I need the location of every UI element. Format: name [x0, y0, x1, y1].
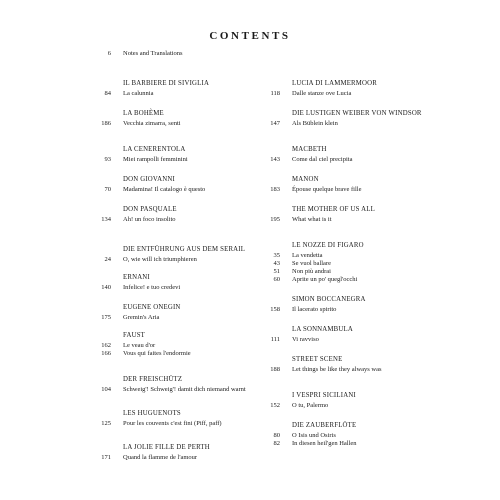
aria-title: O Isis und Osiris: [292, 432, 336, 439]
aria-title: O, wie will ich triumphieren: [123, 256, 197, 263]
page-number: 147: [270, 120, 280, 127]
aria-title: Quand la flamme de l'amour: [123, 454, 198, 461]
page-number: 152: [270, 402, 280, 409]
page-number: 84: [104, 90, 111, 97]
page-number: 171: [101, 454, 111, 461]
page-number: 6: [107, 50, 111, 57]
aria-title: Come dal ciel precipita: [292, 156, 353, 163]
opera-title: STREET SCENE: [292, 356, 343, 363]
contents-line: [256, 276, 456, 285]
contents-line: [80, 314, 260, 323]
page-number: 166: [101, 350, 111, 357]
contents-line: [256, 336, 456, 345]
page-number: 118: [270, 90, 280, 97]
opera-title: FAUST: [123, 332, 146, 339]
page-number: 35: [273, 252, 280, 259]
page-number: 80: [273, 432, 280, 439]
page-number: 195: [270, 216, 280, 223]
contents-line: [80, 420, 260, 429]
aria-title: Schweig'! Schweig'! damit dich niemand warnt: [123, 386, 246, 393]
page-number: 134: [101, 216, 111, 223]
page-number: 162: [101, 342, 111, 349]
contents-line: [256, 120, 456, 129]
opera-title: SIMON BOCCANEGRA: [292, 296, 366, 303]
page-number: 183: [270, 186, 280, 193]
contents-line: [80, 386, 260, 395]
page-number: 60: [273, 276, 280, 283]
aria-title: La calunnia: [123, 90, 154, 97]
page-number: 70: [104, 186, 111, 193]
aria-title: Aprite un po' quegl'occhi: [292, 276, 358, 283]
contents-line: [256, 366, 456, 375]
aria-title: Vi ravviso: [292, 336, 319, 343]
aria-title: O tu, Palermo: [292, 402, 329, 409]
opera-title: LA BOHÈME: [123, 110, 164, 117]
opera-title: IL BARBIERE DI SIVIGLIA: [123, 80, 210, 87]
opera-title: MACBETH: [292, 146, 327, 153]
page-number: 158: [270, 306, 280, 313]
opera-title: LES HUGUENOTS: [123, 410, 181, 417]
contents-line: [256, 440, 456, 449]
page-number: 186: [101, 120, 111, 127]
contents-line: [256, 306, 456, 315]
aria-title: Le veau d'or: [123, 342, 156, 349]
aria-title: Miei rampolli femminini: [123, 156, 188, 163]
contents-line: [80, 120, 260, 129]
aria-title: Non più andrai: [292, 268, 331, 275]
contents-line: [80, 90, 260, 99]
opera-title: LA SONNAMBULA: [292, 326, 353, 333]
contents-line: [256, 402, 456, 411]
opera-title: LE NOZZE DI FIGARO: [292, 242, 364, 249]
page-number: 111: [270, 336, 280, 343]
contents-line: [256, 186, 456, 195]
contents-line: [80, 186, 260, 195]
opera-title: LA CENERENTOLA: [123, 146, 186, 153]
page-number: 43: [273, 260, 280, 267]
page-number: 188: [270, 366, 280, 373]
contents-line: [80, 256, 260, 265]
opera-title: EUGENE ONEGIN: [123, 304, 181, 311]
page-number: 51: [273, 268, 280, 275]
aria-title: What what is it: [292, 216, 332, 223]
aria-title: Se vuol ballare: [292, 260, 331, 267]
page-number: 24: [104, 256, 111, 263]
opera-title: DON GIOVANNI: [123, 176, 175, 183]
page-number: 82: [273, 440, 280, 447]
aria-title: Infelice! e tuo credevi: [123, 284, 181, 291]
opera-title: DIE ZAUBERFLÖTE: [292, 422, 357, 429]
aria-title: Vecchia zimarra, senti: [123, 120, 181, 127]
page-number: 140: [101, 284, 111, 291]
opera-title: DIE LUSTIGEN WEIBER VON WINDSOR: [292, 110, 422, 117]
opera-title: ERNANI: [123, 274, 150, 281]
aria-title: Vous qui faites l'endormie: [123, 350, 191, 357]
aria-title: Ah! un foco insolito: [123, 216, 176, 223]
aria-title: Madamina! Il catalogo è questo: [123, 186, 206, 193]
page-number: 125: [101, 420, 111, 427]
contents-line: [80, 156, 260, 165]
contents-line: [80, 454, 260, 463]
opera-title: MANON: [292, 176, 319, 183]
aria-title: Dalle stanze ove Lucia: [292, 90, 352, 97]
aria-title: In diesen heil'gen Hallen: [292, 440, 357, 447]
page-number: 104: [101, 386, 111, 393]
opera-title: DIE ENTFÜHRUNG AUS DEM SERAIL: [123, 246, 246, 253]
opera-title: DON PASQUALE: [123, 206, 177, 213]
contents-line: [80, 216, 260, 225]
page-number: 93: [104, 156, 111, 163]
aria-title: Gremin's Aria: [123, 314, 160, 321]
contents-line: [80, 350, 260, 359]
page-title: CONTENTS: [209, 30, 291, 42]
aria-title: Épouse quelque brave fille: [292, 186, 362, 193]
contents-line: [256, 90, 456, 99]
contents-line: [256, 156, 456, 165]
opera-title: I VESPRI SICILIANI: [292, 392, 356, 399]
aria-title: Let things be like they always was: [292, 366, 382, 373]
aria-title: Il lacerato spirito: [292, 306, 337, 313]
page-number: 143: [270, 156, 280, 163]
aria-title: Als Büblein klein: [292, 120, 338, 127]
opera-title: LUCIA DI LAMMERMOOR: [292, 80, 377, 87]
contents-line: [80, 284, 260, 293]
contents-line: [256, 216, 456, 225]
page-number: 175: [101, 314, 111, 321]
contents-line: [80, 50, 260, 59]
aria-title: Notes and Translations: [123, 50, 183, 57]
opera-title: DER FREISCHÜTZ: [123, 376, 183, 383]
aria-title: La vendetta: [292, 252, 323, 259]
aria-title: Pour les couvents c'est fini (Piff, paff): [123, 420, 222, 427]
opera-title: THE MOTHER OF US ALL: [292, 206, 375, 213]
opera-title: LA JOLIE FILLE DE PERTH: [123, 444, 210, 451]
